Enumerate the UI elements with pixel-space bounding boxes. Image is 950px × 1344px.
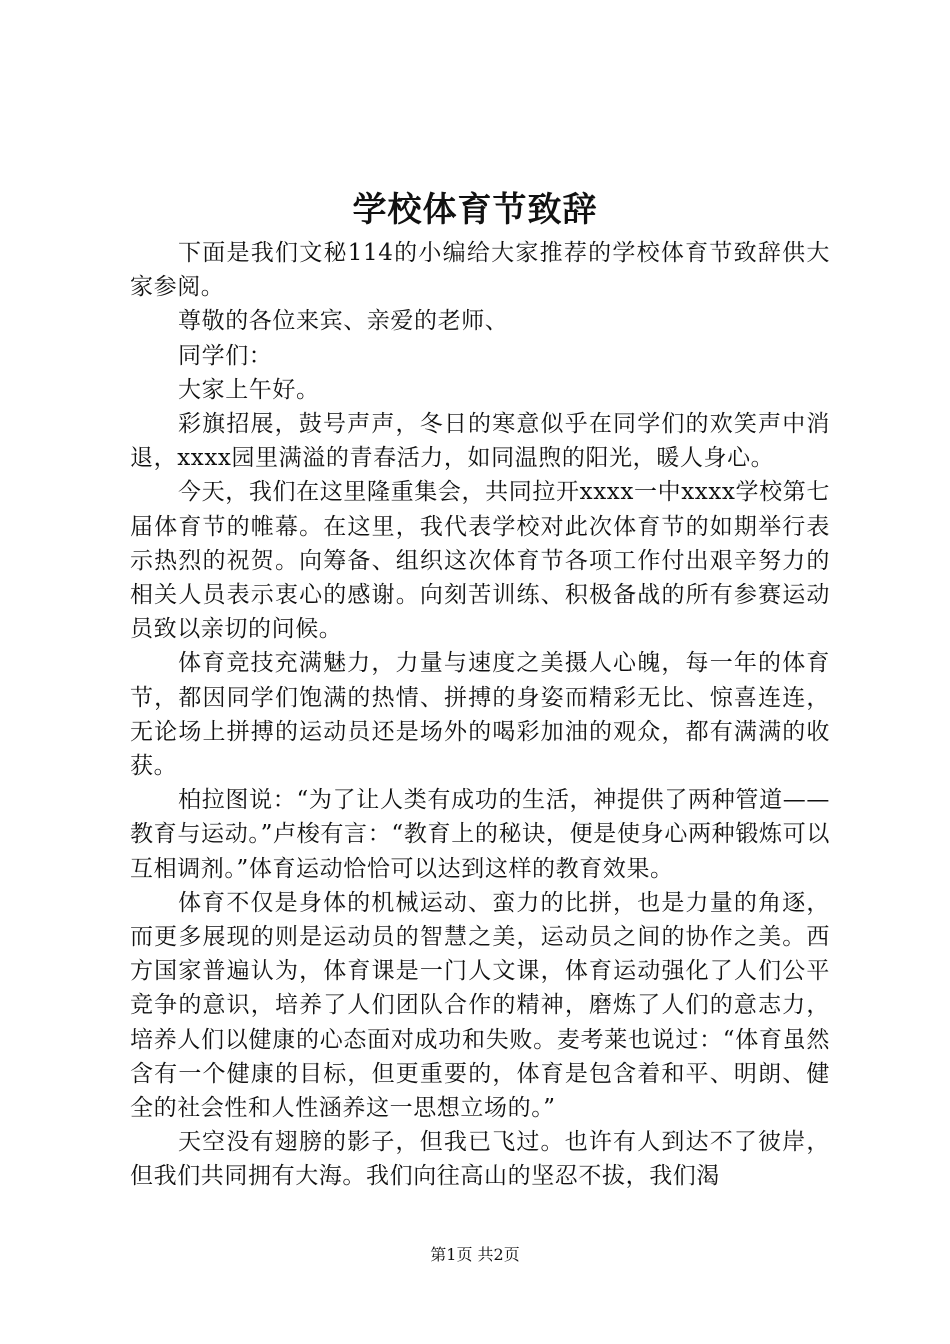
document-body xyxy=(130,236,830,1194)
page-number-footer: 第1页 共2页 xyxy=(430,1245,520,1264)
paragraph-body: 天空没有翅膀的影子，但我已飞过。也许有人到达不了彼岸，但我们共同拥有大海。我们向往高山的坚忍不拔，我们渴 xyxy=(130,1129,830,1190)
paragraph-body: 今天，我们在这里隆重集会，共同拉开xxxx一中xxxx学校第七届体育节的帷幕。在这里，我代表学校对此次体育节的如期举行表示热烈的祝贺。向筹备、组织这次体育节各项工作付出艰辛努力的相关人员表示衷心的感谢。向刻苦训练、积极备战的所有参赛运动员致以亲切的问候。 xyxy=(130,479,830,643)
paragraph-body: 体育不仅是身体的机械运动、蛮力的比拼，也是力量的角逐，而更多展现的则是运动员的智慧之美，运动员之间的协作之美。西方国家普遍认为，体育课是一门人文课，体育运动强化了人们公平竞争的意识，培养了人们团队合作的精神，磨炼了人们的意志力，培养人们以健康的心态面对成功和失败。麦考莱也说过：“体育虽然含有一个健康的目标，但更重要的，体育是包含着和平、明朗、健全的社会性和人性涵养这一思想立场的。” xyxy=(130,889,830,1122)
paragraph-intro: 下面是我们文秘114的小编给大家推荐的学校体育节致辞供大家参阅。 xyxy=(130,240,830,301)
paragraph-body: 彩旗招展，鼓号声声，冬日的寒意似乎在同学们的欢笑声中消退，xxxx园里满溢的青春活力，如同温煦的阳光，暖人身心。 xyxy=(130,411,830,472)
paragraph-body: 柏拉图说：“为了让人类有成功的生活，神提供了两种管道——教育与运动。”卢梭有言：“教育上的秘诀，便是使身心两种锻炼可以互相调剂。”体育运动恰恰可以达到这样的教育效果。 xyxy=(130,787,830,882)
paragraph-salutation-1: 尊敬的各位来宾、亲爱的老师、 xyxy=(178,308,509,335)
paragraph-greeting: 大家上午好。 xyxy=(178,376,320,403)
document-title: 学校体育节致辞 xyxy=(352,190,598,230)
paragraph-salutation-2: 同学们： xyxy=(178,342,273,369)
paragraph-body: 体育竞技充满魅力，力量与速度之美摄人心魄，每一年的体育节，都因同学们饱满的热情、拼搏的身姿而精彩无比、惊喜连连，无论场上拼搏的运动员还是场外的喝彩加油的观众，都有满满的收获。 xyxy=(130,650,830,780)
